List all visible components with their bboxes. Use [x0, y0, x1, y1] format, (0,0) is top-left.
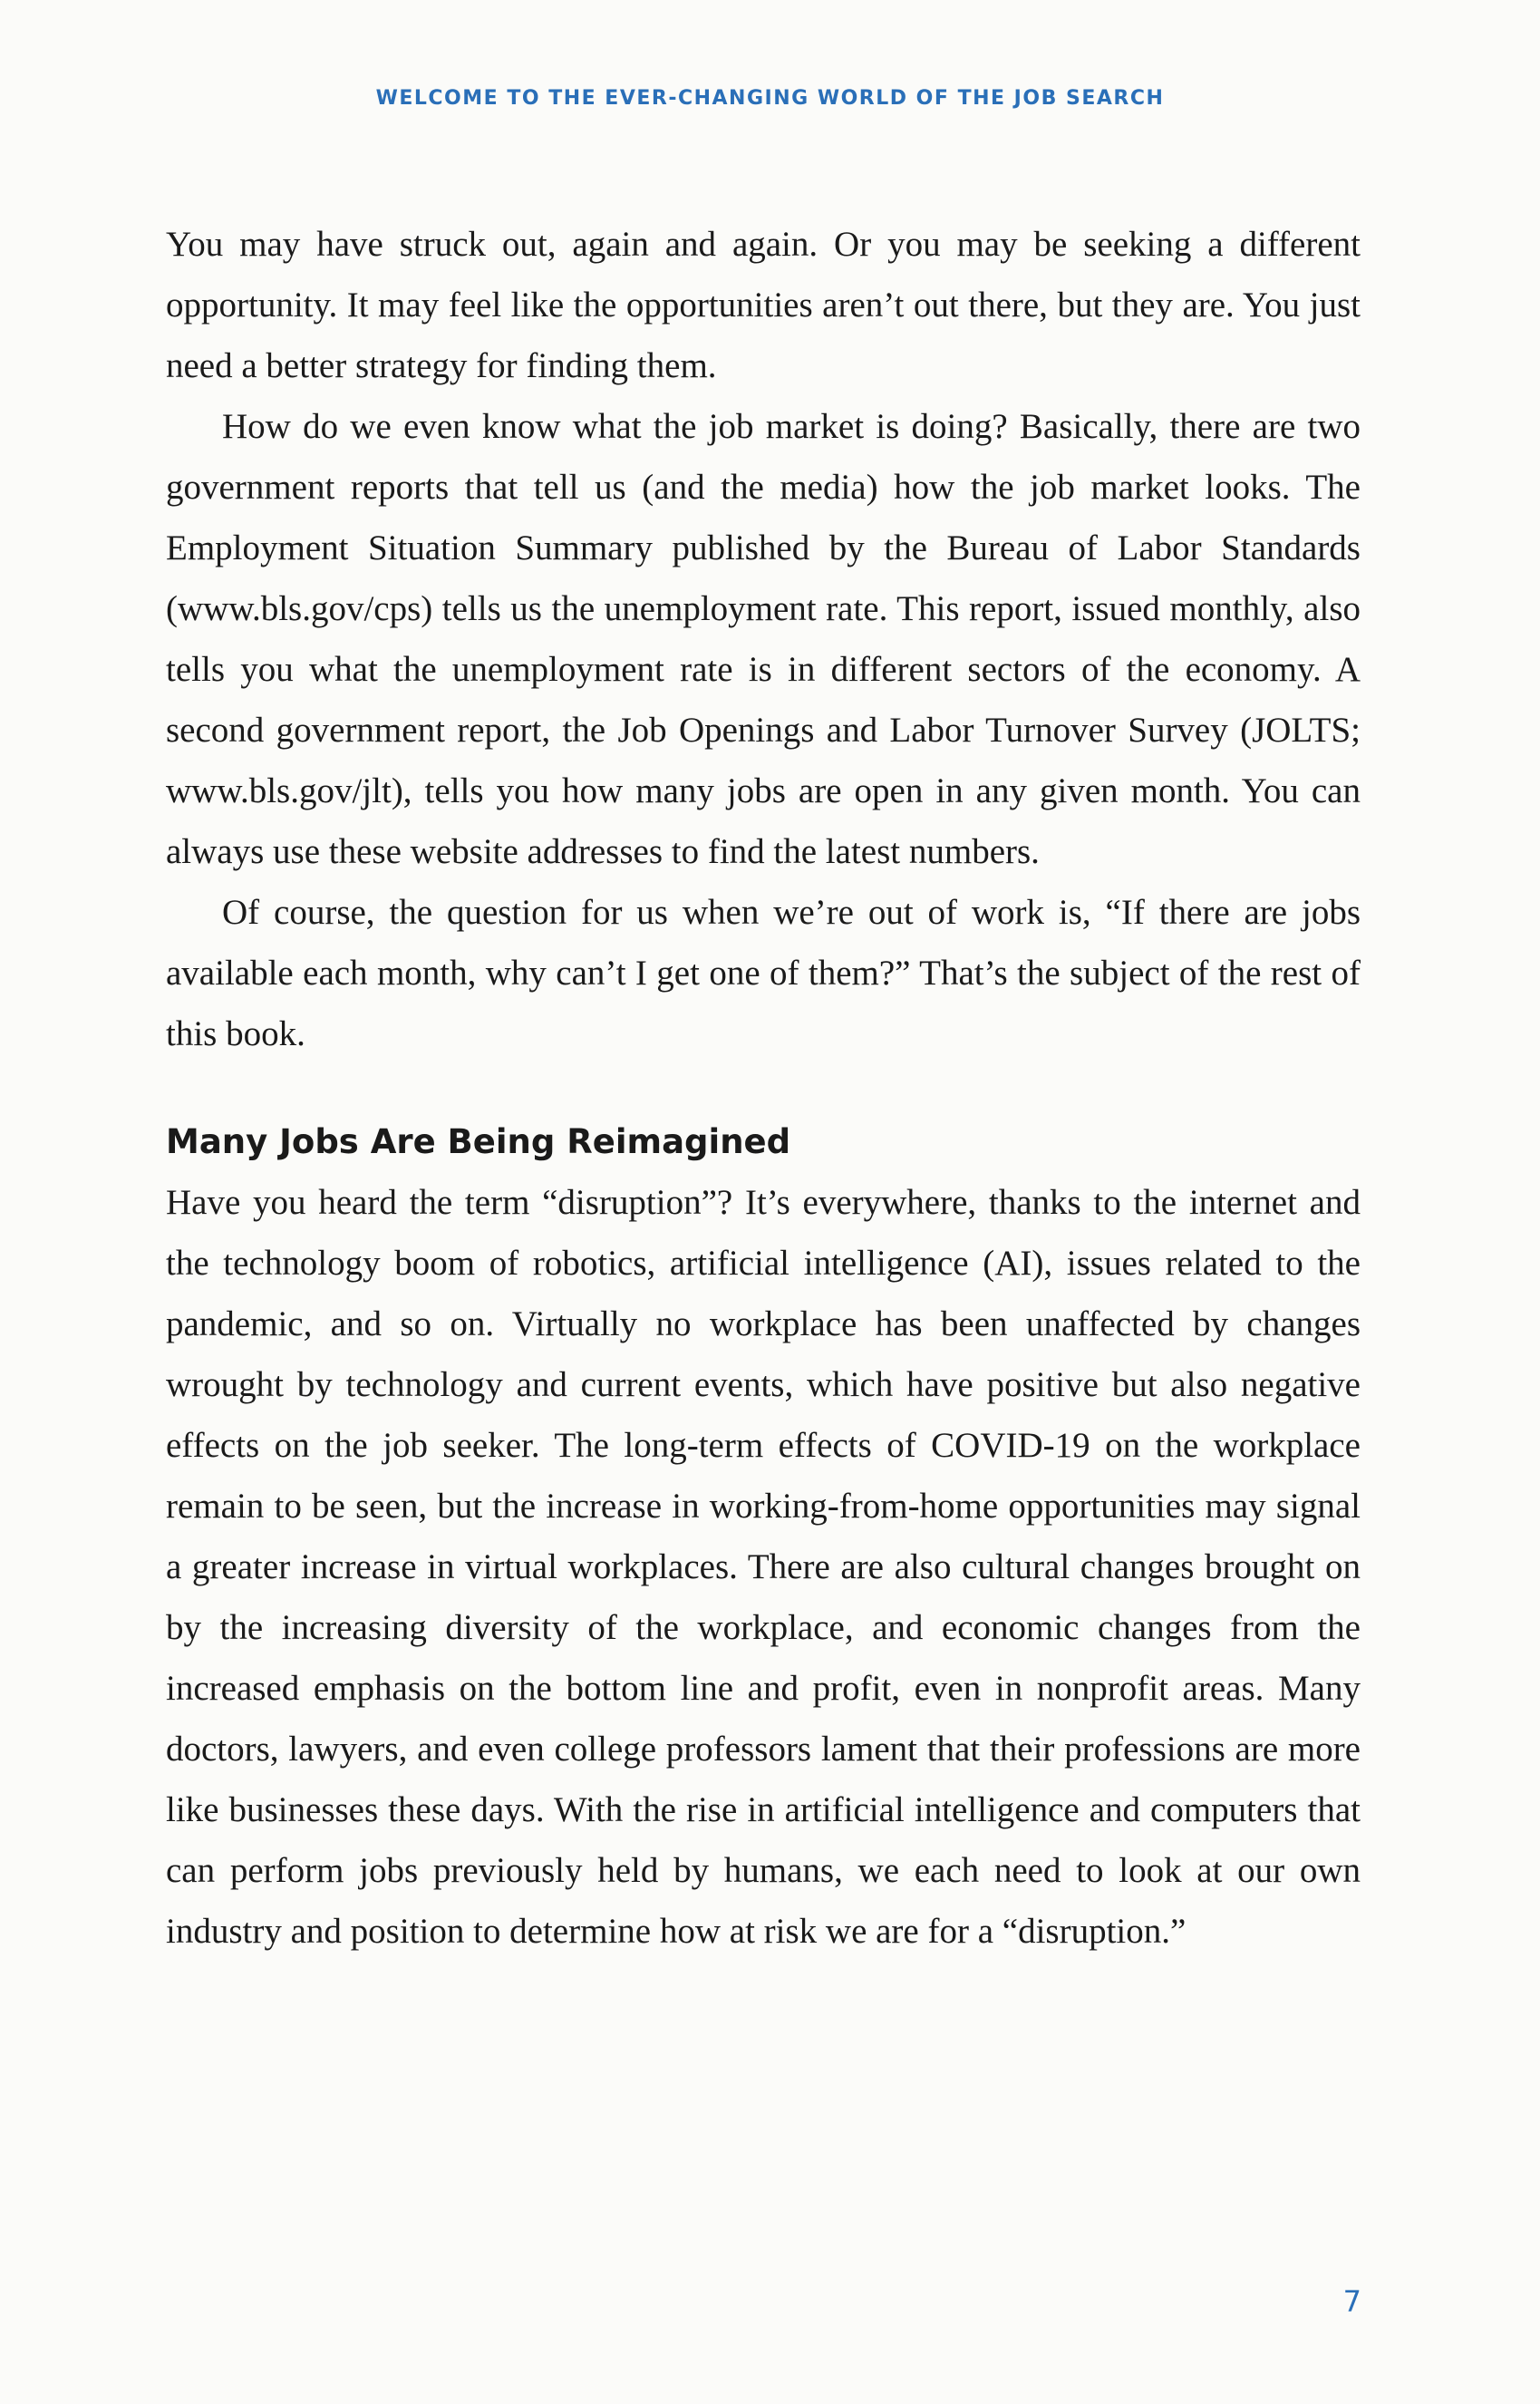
page-body: [166, 214, 1361, 1962]
page-number: 7: [1342, 2284, 1361, 2319]
section-paragraph: Have you heard the term “disruption”? It’s everywhere, thanks to the internet and the technology boom of robotics, artificial intelligence (AI), issues related to the pandemic, and so on. Virtually no workplace has been unaffected by changes wrought by technology and current events, which have positive but also negative effects on the job seeker. The long-term effects of COVID-19 on the workplace remain to be seen, but the increase in working-from-home opportunities may signal a greater increase in virtual workplaces. There are also cultural changes brought on by the increasing diversity of the workplace, and economic changes from the increased emphasis on the bottom line and profit, even in nonprofit areas. Many doctors, lawyers, and even college professors lament that their professions are more like businesses these days. With the rise in artificial intelligence and computers that can perform jobs previously held by humans, we each need to look at our own industry and position to determine how at risk we are for a “disruption.”: [166, 1183, 1361, 1951]
paragraph-3: Of course, the question for us when we’re out of work is, “If there are jobs available each month, why can’t I get one of them?” That’s the subject of the rest of this book.: [166, 893, 1361, 1053]
paragraph-1: You may have struck out, again and again. Or you may be seeking a different opportunity. It may feel like the opportunities aren’t out there, but they are. You just need a better strategy for finding them.: [166, 225, 1361, 385]
paragraph-2: How do we even know what the job market is doing? Basically, there are two government reports that tell us (and the media) how the job market looks. The Employment Situation Summary published by the Bureau of Labor Standards (www.bls.gov/cps) tells us the unemployment rate. This report, issued monthly, also tells you what the unemployment rate is in different sectors of the economy. A second government report, the Job Openings and Labor Turnover Survey (JOLTS; www.bls.gov/jlt), tells you how many jobs are open in any given month. You can always use these website addresses to find the latest numbers.: [166, 407, 1361, 871]
section-heading: Many Jobs Are Being Reimagined: [166, 1122, 791, 1161]
running-head: WELCOME TO THE EVER-CHANGING WORLD OF THE JOB SEARCH: [375, 87, 1165, 110]
